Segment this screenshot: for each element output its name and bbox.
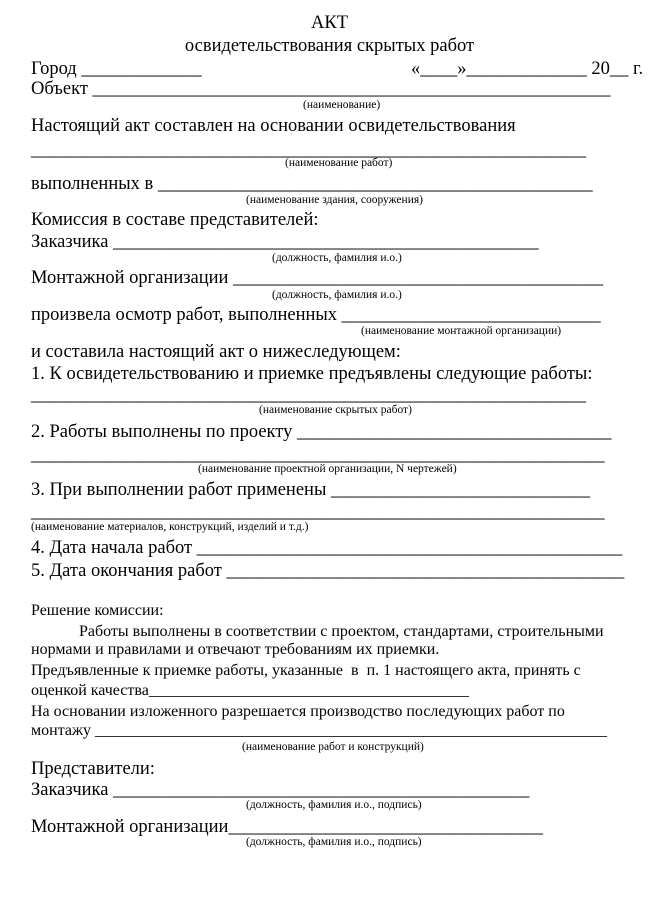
item-1: 1. К освидетельствованию и приемке предъявлены следующие работы: [31, 364, 593, 384]
decision-text-1: Работы выполнены в соответствии с проектом, стандартами, строительными [79, 623, 604, 640]
basis-text: Настоящий акт составлен на основании освидетельствования [31, 116, 516, 136]
quality-field: оценкой качества________________________________________ [31, 682, 469, 699]
customer-field: Заказчика ______________________________________________ [31, 232, 539, 252]
installer-field: Монтажной организации ________________________________________ [31, 268, 604, 288]
item-2: 2. Работы выполнены по проекту __________________________________ [31, 422, 612, 442]
customer-signature-field: Заказчика _____________________________________________ [31, 780, 530, 800]
commission-text: Комиссия в составе представителей: [31, 210, 319, 230]
decision-text-3: Предъявленные к приемке работы, указанные в п. 1 настоящего акта, принять с [31, 662, 581, 679]
hint-installer-org: (наименование монтажной организации) [361, 325, 562, 337]
installer-signature-field: Монтажной организации__________________________________ [31, 817, 543, 837]
works-line: ____________________________________________________________ [31, 140, 586, 160]
hint-installer: (должность, фамилия и.о.) [272, 289, 402, 301]
hint-customer-signature: (должность, фамилия и.о., подпись) [246, 799, 422, 811]
document-subtitle: освидетельствования скрытых работ [184, 37, 475, 56]
hint-object: (наименование) [303, 99, 381, 111]
object-field: Объект ________________________________________________________ [31, 79, 611, 99]
representatives-heading: Представители: [31, 759, 155, 779]
hint-building: (наименование здания, сооружения) [246, 194, 423, 206]
permission-text: На основании изложенного разрешается производство последующих работ по [31, 703, 565, 720]
hint-works: (наименование работ) [285, 157, 393, 169]
city-field: Город _____________ [31, 59, 202, 79]
decision-heading: Решение комиссии: [31, 602, 164, 619]
document-title: АКТ [311, 14, 348, 33]
hint-project-org: (наименование проектной организации, N чертежей) [198, 463, 457, 475]
item-5-end-date: 5. Дата окончания работ ___________________________________________ [31, 561, 625, 581]
hint-materials: (наименование материалов, конструкций, изделий и т.д.) [31, 521, 309, 533]
item-3-line: ______________________________________________________________ [31, 502, 605, 522]
item-2-line: ______________________________________________________________ [31, 445, 605, 465]
inspection-field: произвела осмотр работ, выполненных ____________________________ [31, 305, 601, 325]
hint-customer: (должность, фамилия и.о.) [272, 252, 402, 264]
mounting-field: монтажу ________________________________________________________________ [31, 722, 608, 739]
hint-works-constructions: (наименование работ и конструкций) [242, 741, 424, 753]
compiled-text: и составила настоящий акт о нижеследующем: [31, 342, 401, 362]
performed-in-field: выполненных в _______________________________________________ [31, 174, 593, 194]
hint-hidden-works: (наименование скрытых работ) [259, 404, 412, 416]
decision-text-2: нормами и правилами и отвечают требованиям их приемки. [31, 641, 440, 658]
item-4-start-date: 4. Дата начала работ ______________________________________________ [31, 538, 623, 558]
item-1-line: ____________________________________________________________ [31, 385, 586, 405]
item-3: 3. При выполнении работ применены ____________________________ [31, 480, 591, 500]
hint-installer-signature: (должность, фамилия и.о., подпись) [246, 836, 422, 848]
date-field: «____»_____________ 20__ г. [411, 59, 644, 79]
